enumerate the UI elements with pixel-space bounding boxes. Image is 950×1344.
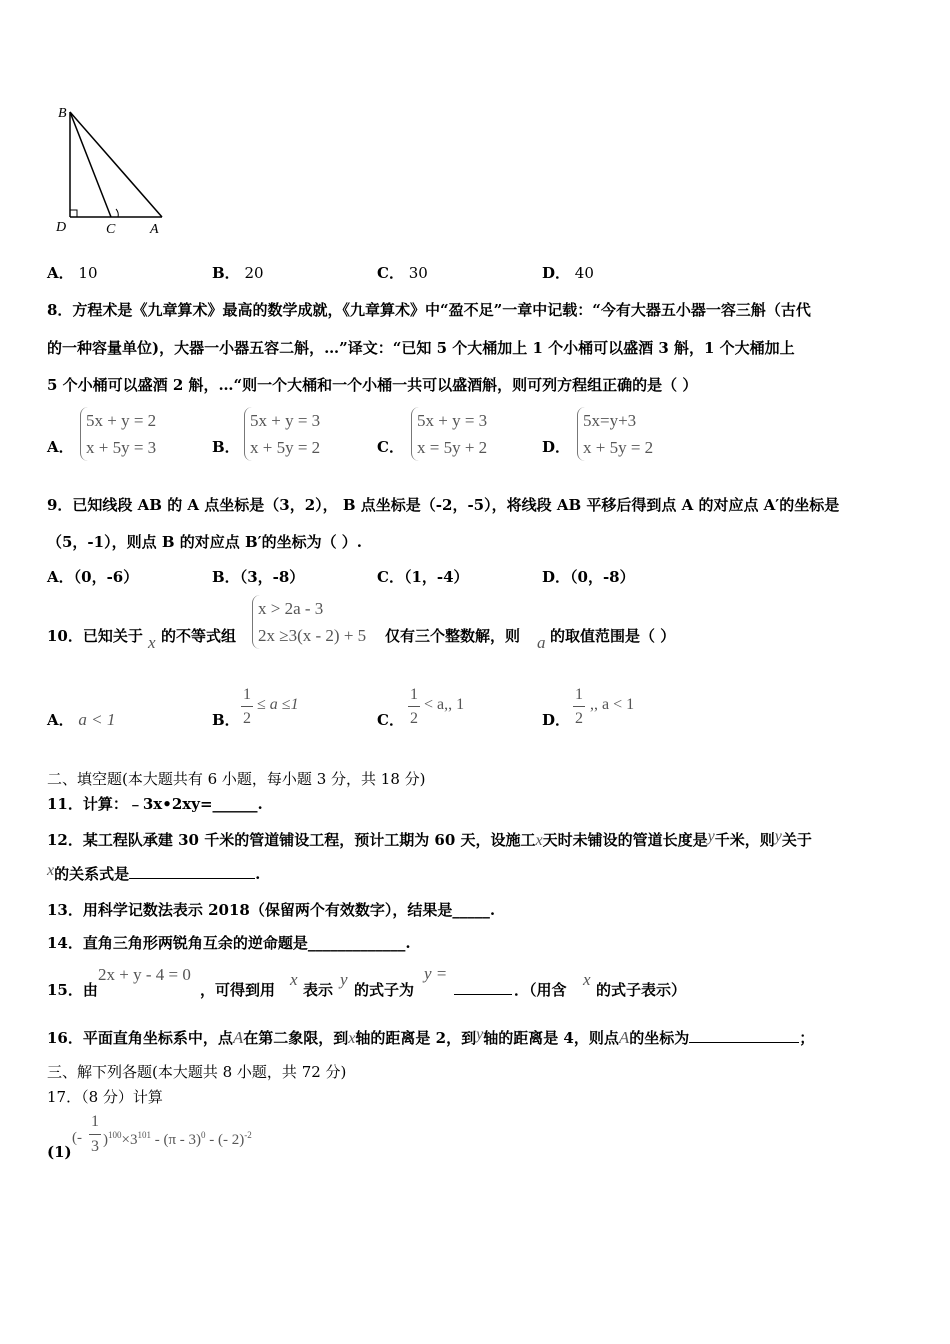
label-b: B <box>58 106 67 121</box>
q7-option-b[interactable]: B． 20 <box>212 264 264 282</box>
q8-option-b-label[interactable]: B． <box>212 438 240 456</box>
q10-option-c-label[interactable]: C． <box>377 711 404 729</box>
q15-y-equals: y = <box>424 964 448 983</box>
q10-option-d-label[interactable]: D． <box>542 711 571 729</box>
q9-line-1: 9．已知线段 AB 的 A 点坐标是（3，2）， B 点坐标是（-2，-5），将线段 AB 平移后得到点 A 的对应点 A′的坐标是 <box>47 496 840 514</box>
q15-text-5: ．（用含 <box>514 981 567 999</box>
q8-line-1: 8．方程术是《九章算术》最高的数学成就，《九章算术》中“盈不足”一章中记载：“今有大器五小器一容三斛（古代 <box>47 301 811 319</box>
q10-prefix: 10．已知关于 <box>47 627 143 645</box>
label-a: A <box>150 222 159 237</box>
q8-option-d-label[interactable]: D． <box>542 438 571 456</box>
label-c: C <box>106 222 116 237</box>
q15-var-x-2: x <box>583 970 591 989</box>
q13-text: 13．用科学记数法表示 2018（保留两个有效数字），结果是_____. <box>47 901 496 919</box>
q7-option-d[interactable]: D． 40 <box>542 264 594 282</box>
q15-var-y: y <box>340 970 348 989</box>
q8-line-2: 的一种容量单位)，大器一小器五容二斛，…”译文：“已知 5 个大桶加上 1 个小桶可以盛酒 3 斛，1 个大桶加上 <box>47 339 795 357</box>
q11-text: 11．计算：﹣3x•2xy=______. <box>47 795 263 813</box>
q10-option-c-text: < a,, 1 <box>424 696 465 713</box>
q7-option-c[interactable]: C． 30 <box>377 264 428 282</box>
q10-option-a[interactable]: A． a < 1 <box>47 710 116 729</box>
q17-expr-close: )$^{100}\times 3^{101} - (\pi - 3)^0$ - (- 2)$^{-2}$ <box>103 1130 252 1148</box>
q10-suffix-2: 的取值范围是（ ） <box>550 627 676 645</box>
q10-option-b-text: ≤ a ≤1 <box>257 696 299 713</box>
q9-option-d[interactable]: D．（0，-8） <box>542 568 635 586</box>
q10-option-c-fraction: 1 2 <box>410 686 418 727</box>
q14-text: 14．直角三角形两锐角互余的逆命题是_____________. <box>47 934 411 952</box>
q16-answer-blank[interactable] <box>689 1028 799 1043</box>
q8-option-a-system: 5x + y = 2 x + 5y = 3 <box>80 407 156 461</box>
label-d: D <box>56 220 67 235</box>
q12-line-1: 12．某工程队承建 30 千米的管道铺设工程，预计工期为 60 天，设施工x天时未铺设的管道长度是y千米，则y关于 <box>47 828 812 849</box>
q15-prefix: 15．由 <box>47 981 98 999</box>
q10-var-x: x <box>148 633 156 652</box>
q15-text-2: ，可得到用 <box>200 981 276 999</box>
q10-option-d-fraction: 1 2 <box>575 686 583 727</box>
q9-line-2: （5，-1），则点 B 的对应点 B′的坐标为（ ）. <box>47 533 363 551</box>
q17-title: 17．（8 分）计算 <box>47 1088 163 1106</box>
triangle-figure <box>50 100 180 240</box>
q10-option-b-label[interactable]: B． <box>212 711 240 729</box>
segment-bc <box>70 112 111 217</box>
q8-line-3: 5 个小桶可以盛酒 2 斛，…“则一个大桶和一个小桶一共可以盛酒斛，则可列方程组正确的是（ ） <box>47 376 698 394</box>
q10-option-b-fraction: 1 2 <box>243 686 251 727</box>
q10-suffix-1: 仅有三个整数解，则 <box>385 627 521 645</box>
section-2-title: 二、填空题(本大题共有 6 小题，每小题 3 分，共 18 分) <box>47 770 426 788</box>
q8-option-c-label[interactable]: C． <box>377 438 404 456</box>
q10-option-d-text: ,, a < 1 <box>590 696 635 713</box>
q17-fraction: 1 3 <box>91 1113 99 1155</box>
q15-text-6: 的式子表示） <box>596 981 687 999</box>
q12-answer-blank[interactable] <box>129 864 255 879</box>
q15-text-4: 的式子为 <box>354 981 415 999</box>
angle-arc <box>116 209 118 217</box>
q16-text: 16．平面直角坐标系中，点A在第二象限，到x轴的距离是 2，到y轴的距离是 4，则点A的坐标为 ； <box>47 1026 815 1047</box>
q15-equation: 2x + y - 4 = 0 <box>98 965 191 984</box>
q15-answer-blank[interactable] <box>454 979 512 995</box>
q8-option-c-system: 5x + y = 3 x = 5y + 2 <box>411 407 487 461</box>
q15-text-3: 表示 <box>303 981 334 999</box>
q9-option-a[interactable]: A．（0，-6） <box>47 568 139 586</box>
q10-inequality-system: x > 2a - 3 2x ≥3(x - 2) + 5 <box>252 595 366 649</box>
right-angle-mark <box>70 210 77 217</box>
q8-option-b-system: 5x + y = 3 x + 5y = 2 <box>244 407 320 461</box>
q12-line-2: x的关系式是 . <box>47 862 261 883</box>
q9-option-b[interactable]: B．（3，-8） <box>212 568 305 586</box>
q10-mid: 的不等式组 <box>161 627 237 645</box>
q17-part-1-label: (1) <box>47 1143 72 1161</box>
q8-option-d-system: 5x=y+3 x + 5y = 2 <box>577 407 653 461</box>
q10-var-a: a <box>537 633 546 652</box>
q9-option-c[interactable]: C．（1，-4） <box>377 568 469 586</box>
section-3-title: 三、解下列各题(本大题共 8 小题，共 72 分) <box>47 1063 347 1081</box>
q8-option-a-label[interactable]: A． <box>47 438 74 456</box>
segment-ba <box>70 112 162 217</box>
q7-option-a[interactable]: A． 10 <box>47 264 98 282</box>
q17-expr-open: (- <box>72 1130 82 1146</box>
q15-var-x: x <box>290 970 298 989</box>
